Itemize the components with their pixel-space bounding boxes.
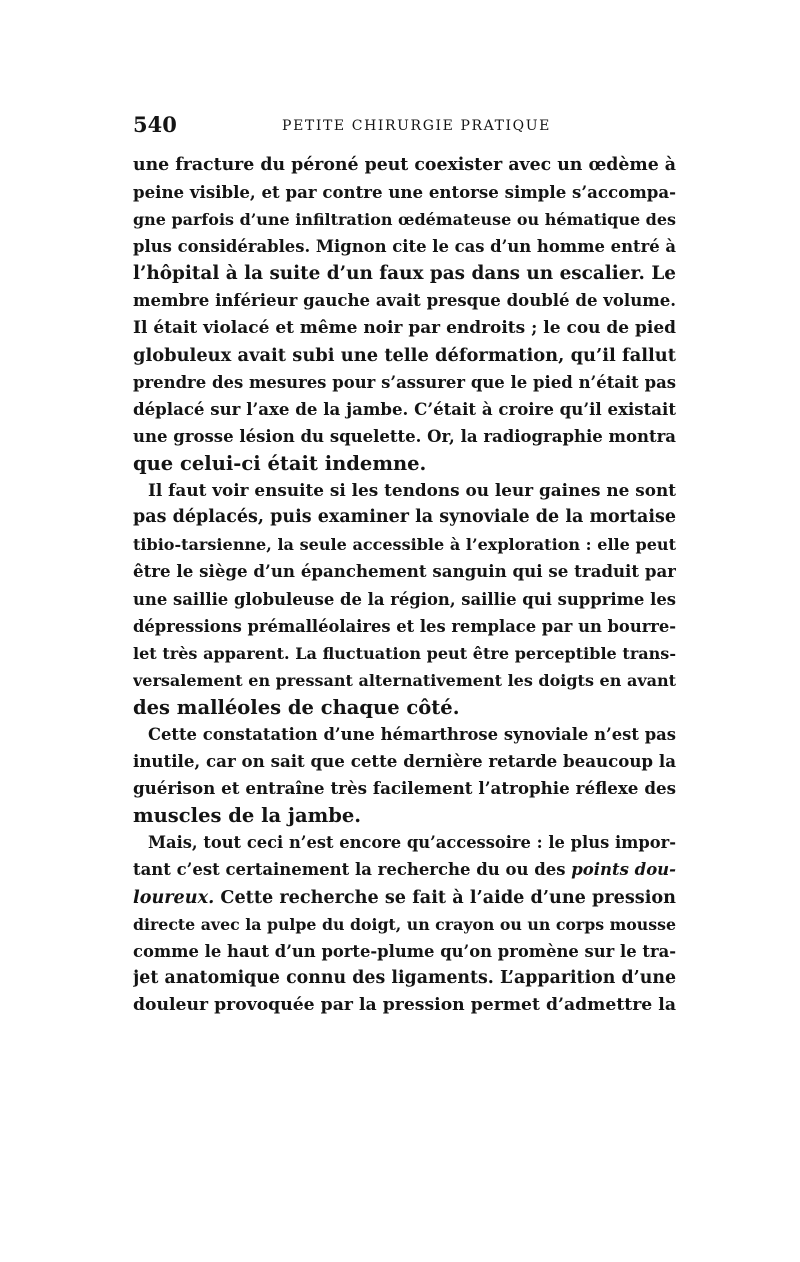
text-line (133, 965, 676, 992)
line-text: inutile, car on sait que cette dernière retarde beaucoup la (133, 751, 676, 772)
line-text: des malléoles de chaque côté. (133, 695, 460, 719)
line-text: être le siège d’un épanchement sanguin qui se traduit par (133, 561, 676, 582)
line-text: gne parfois d’une infiltration œdémateuse ou hématique des (133, 210, 676, 230)
text-line (133, 938, 676, 965)
line-text: directe avec la pulpe du doigt, un crayon ou un corps mousse (133, 914, 676, 934)
line-text: pas déplacés, puis examiner la synoviale de la mortaise (133, 507, 676, 528)
body-text (133, 152, 676, 1019)
line-text: l’hôpital à la suite d’un faux pas dans un escalier. Le (133, 263, 676, 285)
text-line (133, 721, 676, 748)
text-line (133, 558, 676, 585)
text-line (133, 260, 676, 287)
line-text: comme le haut d’un porte-plume qu’on promène sur le tra- (133, 941, 676, 961)
line-text: jet anatomique connu des ligaments. L’apparition d’une (133, 967, 676, 988)
text-line (133, 802, 676, 829)
text-line (133, 667, 676, 694)
text-line (133, 342, 676, 369)
line-text: Mais, tout ceci n’est encore qu’accessoire : le plus impor- (148, 833, 676, 853)
text-line (133, 856, 676, 883)
text-line (133, 911, 676, 938)
text-line (133, 477, 676, 504)
text-line (133, 640, 676, 667)
text-line (133, 369, 676, 396)
line-text: dépressions prémalléolaires et les remplace par un bourre- (133, 616, 676, 636)
line-text: Il était violacé et même noir par endroits ; le cou de pied (133, 317, 676, 338)
text-line (133, 287, 676, 314)
text-line (133, 152, 676, 179)
text-line (133, 179, 676, 206)
text-line (133, 829, 676, 856)
text-line (133, 748, 676, 775)
line-text: Il faut voir ensuite si les tendons ou leur gaines ne sont (148, 480, 676, 501)
text-line (133, 992, 676, 1019)
text-line (133, 206, 676, 233)
running-head (133, 112, 676, 138)
running-title: PETITE CHIRURGIE PRATIQUE (282, 118, 551, 134)
line-text: douleur provoquée par la pression permet d’admettre la (133, 994, 676, 1015)
line-text: membre inférieur gauche avait presque doublé de volume. (133, 290, 676, 311)
text-line (133, 531, 676, 558)
text-line (133, 233, 676, 260)
line-text: déplacé sur l’axe de la jambe. C’était à croire qu’il existait (133, 398, 676, 419)
text-line (133, 586, 676, 613)
line-text: une grosse lésion du squelette. Or, la radiographie montra (133, 425, 676, 446)
emphasis-text: points dou- (571, 860, 676, 880)
text-line (133, 694, 676, 721)
line-text: muscles de la jambe. (133, 804, 362, 828)
text-line (133, 504, 676, 531)
text-line (133, 884, 676, 911)
line-text: une saillie globuleuse de la région, saillie qui supprime les (133, 589, 676, 609)
line-text: prendre des mesures pour s’assurer que le pied n’était pas (133, 372, 676, 392)
line-text: Cette constatation d’une hémarthrose synoviale n’est pas (148, 724, 676, 744)
line-text: que celui-ci était indemne. (133, 452, 427, 476)
page-number: 540 (133, 112, 177, 137)
text-line (133, 396, 676, 423)
text-line (133, 613, 676, 640)
line-text: globuleux avait subi une telle déformation, qu’il fallut (133, 344, 676, 366)
line-text: let très apparent. La fluctuation peut être perceptible trans- (133, 643, 676, 663)
line-text: tibio-tarsienne, la seule accessible à l’exploration : elle peut (133, 535, 676, 555)
text-line (133, 423, 676, 450)
text-line (133, 775, 676, 802)
line-text: une fracture du péroné peut coexister avec un œdème à (133, 155, 676, 175)
line-text: Cette recherche se fait à l’aide d’une pression (214, 886, 676, 908)
text-line (133, 450, 676, 477)
line-text: peine visible, et par contre une entorse simple s’accompa- (133, 182, 676, 203)
line-text: plus considérables. Mignon cite le cas d’un homme entré à (133, 237, 676, 257)
line-text: tant c’est certainement la recherche du ou des (133, 860, 572, 880)
line-text: versalement en pressant alternativement les doigts en avant (133, 670, 676, 690)
text-line (133, 315, 676, 342)
line-text: guérison et entraîne très facilement l’atrophie réflexe des (133, 778, 676, 799)
emphasis-text: loureux. (133, 886, 215, 908)
